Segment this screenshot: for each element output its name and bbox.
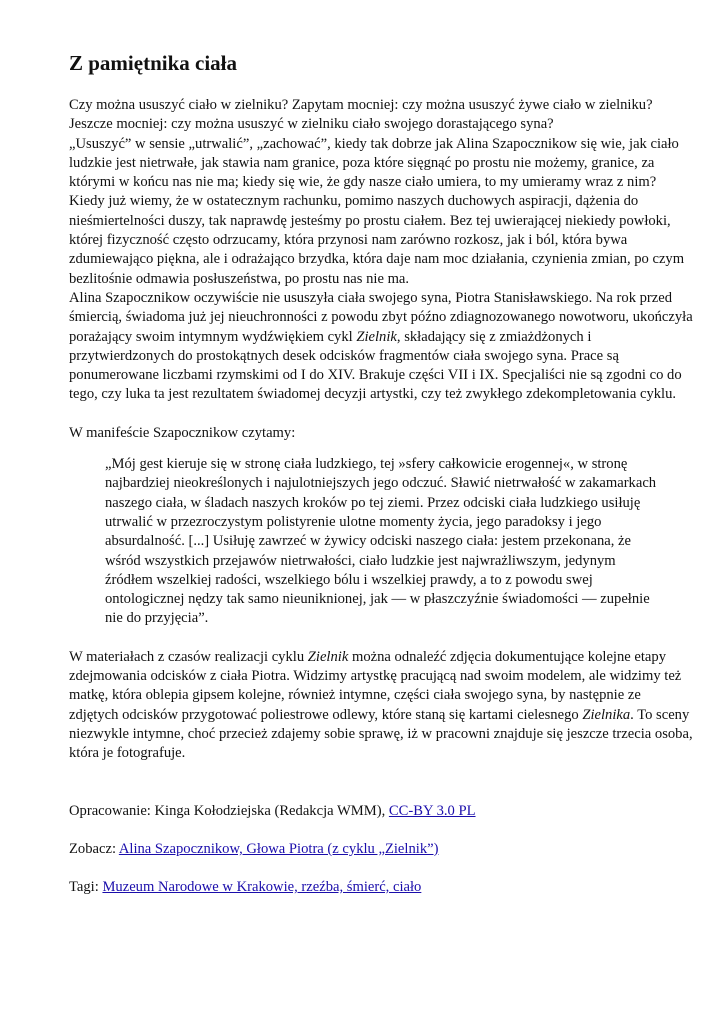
manifesto-intro: W manifeście Szapocznikow czytamy: (69, 424, 296, 441)
p5-text-a: W materiałach z czasów realizacji cyklu (69, 648, 308, 665)
manifesto-quote (105, 455, 665, 629)
p3-title-zielnik: Zielnik (356, 328, 397, 345)
see-also-line (69, 840, 693, 859)
credit-line (69, 802, 693, 821)
document-page (69, 50, 693, 916)
paragraph-materials (69, 648, 693, 764)
p5-title-zielnika: Zielnika (582, 706, 631, 723)
license-link[interactable]: CC-BY 3.0 PL (388, 802, 476, 819)
tags-label: Tagi: (69, 879, 103, 896)
tags-link[interactable]: Muzeum Narodowe w Krakowie, rzeźba, śmierć, ciało (102, 879, 422, 896)
intro-block (69, 96, 693, 405)
meta-block (69, 802, 693, 898)
p5-title-zielnik: Zielnik (307, 648, 349, 665)
paragraph-questions: Czy można ususzyć ciało w zielniku? Zapytam mocniej: czy można ususzyć żywe ciało w zielniku? Jeszcze mocniej: czy można ususzyć w zielniku ciało swojego dorastającego syna? (69, 97, 653, 133)
p5-text-c: . To sceny niezwykle intymne, choć przecież zdajemy sobie sprawę, iż w pracowni znajduje się jeszcze trzecia osoba, która je fotografuje. (69, 706, 693, 762)
see-also-link[interactable]: Alina Szapocznikow, Głowa Piotra (z cyklu „Zielnik”) (118, 840, 439, 857)
see-label: Zobacz: (69, 840, 119, 857)
paragraph-zielnik (69, 289, 693, 405)
p3-text-b: , składający się z zmiażdżonych i przytwierdzonych do prostokątnych desek odcisków fragmentów ciała swojego syna. Prace są ponumerowane liczbami rzymskimi od I do XIV. Brakuje części VII i IX. Specjaliści nie są zgodni co do tego, czy luka ta jest rezultatem świadomej decyzji artystki, czy też zwykłego zdekompletowania cyklu. (69, 328, 682, 403)
paragraph-ususzyc: „Ususzyć” w sensie „utrwalić”, „zachować”, kiedy tak dobrze jak Alina Szapocznikow się wie, jak ciało ludzkie jest nietrwałe, jak stawia nam granice, poza które sięgnąć po prostu nie możemy, granice, za którymi w końcu nas nie ma; kiedy się wie, że gdy nasze ciało umiera, to my umieramy wraz z nim? Kiedy już wiemy, że w ostatecznym rachunku, pomimo naszych duchowych aspiracji, dążenia do nieśmiertelności duszy, tak naprawdę jesteśmy po prostu ciałem. Bez tej uwierającej niekiedy powłoki, której fizyczność często odrzucamy, która przynosi nam zarówno rozkosz, jak i ból, która bywa zdumiewająco piękna, ale i odrażająco brzydka, która daje nam moc działania, czynienia zmian, po czym bezlitośnie odmawia posłuszeństwa, po prostu nas nie ma. (69, 135, 685, 287)
p5-text-b: można odnaleźć zdjęcia dokumentujące kolejne etapy zdejmowania odcisków z ciała Piotra. Widzimy artystkę pracującą nad swoim modelem, ale widzimy też matkę, która oblepia gipsem kolejne, również intymne, części ciała swojego syna, by następnie ze zdjętych odcisków przygotować poliestrowe odlewy, które staną się kartami cielesnego (69, 648, 682, 723)
tags-line (69, 878, 693, 897)
quote-text: „Mój gest kieruje się w stronę ciała ludzkiego, tej »sfery całkowicie erogennej«, w stronę najbardziej nieokreślonych i najulotniejszych jego odczuć. Sławić nietrwałość w zakamarkach naszego ciała, w śladach naszych kroków po tej ziemi. Przez odciski ciała ludzkiego usiłuję utrwalić w przezroczystym polistyrenie ulotne momenty życia, jego paradoksy i jego absurdalność. [...] Usiłuję zawrzeć w żywicy odciski naszego ciała: jestem przekonana, że wśród wszystkich przejawów nietrwałości, ciało ludzkie jest najwrażliwszym, jedynym źródłem wszelkiej radości, wszelkiego bólu i wszelkiej prawdy, a to z powodu swej ontologicznej nędzy tak samo nieuniknionej, jak — w płaszczyźnie świadomości — zupełnie nie do przyjęcia”. (105, 456, 657, 627)
p3-text-a: Alina Szapocznikow oczywiście nie ususzyła ciała swojego syna, Piotra Stanisławskiego. Na rok przed śmiercią, świadoma już jej nieuchronności z powodu zbyt późno zdiagnozowanego nowotworu, ukończyła porażający swoim intymnym wydźwiękiem cykl (69, 289, 693, 345)
page-title: Z pamiętnika ciała (69, 51, 238, 75)
credit-label: Opracowanie: Kinga Kołodziejska (Redakcja WMM), (69, 802, 389, 819)
